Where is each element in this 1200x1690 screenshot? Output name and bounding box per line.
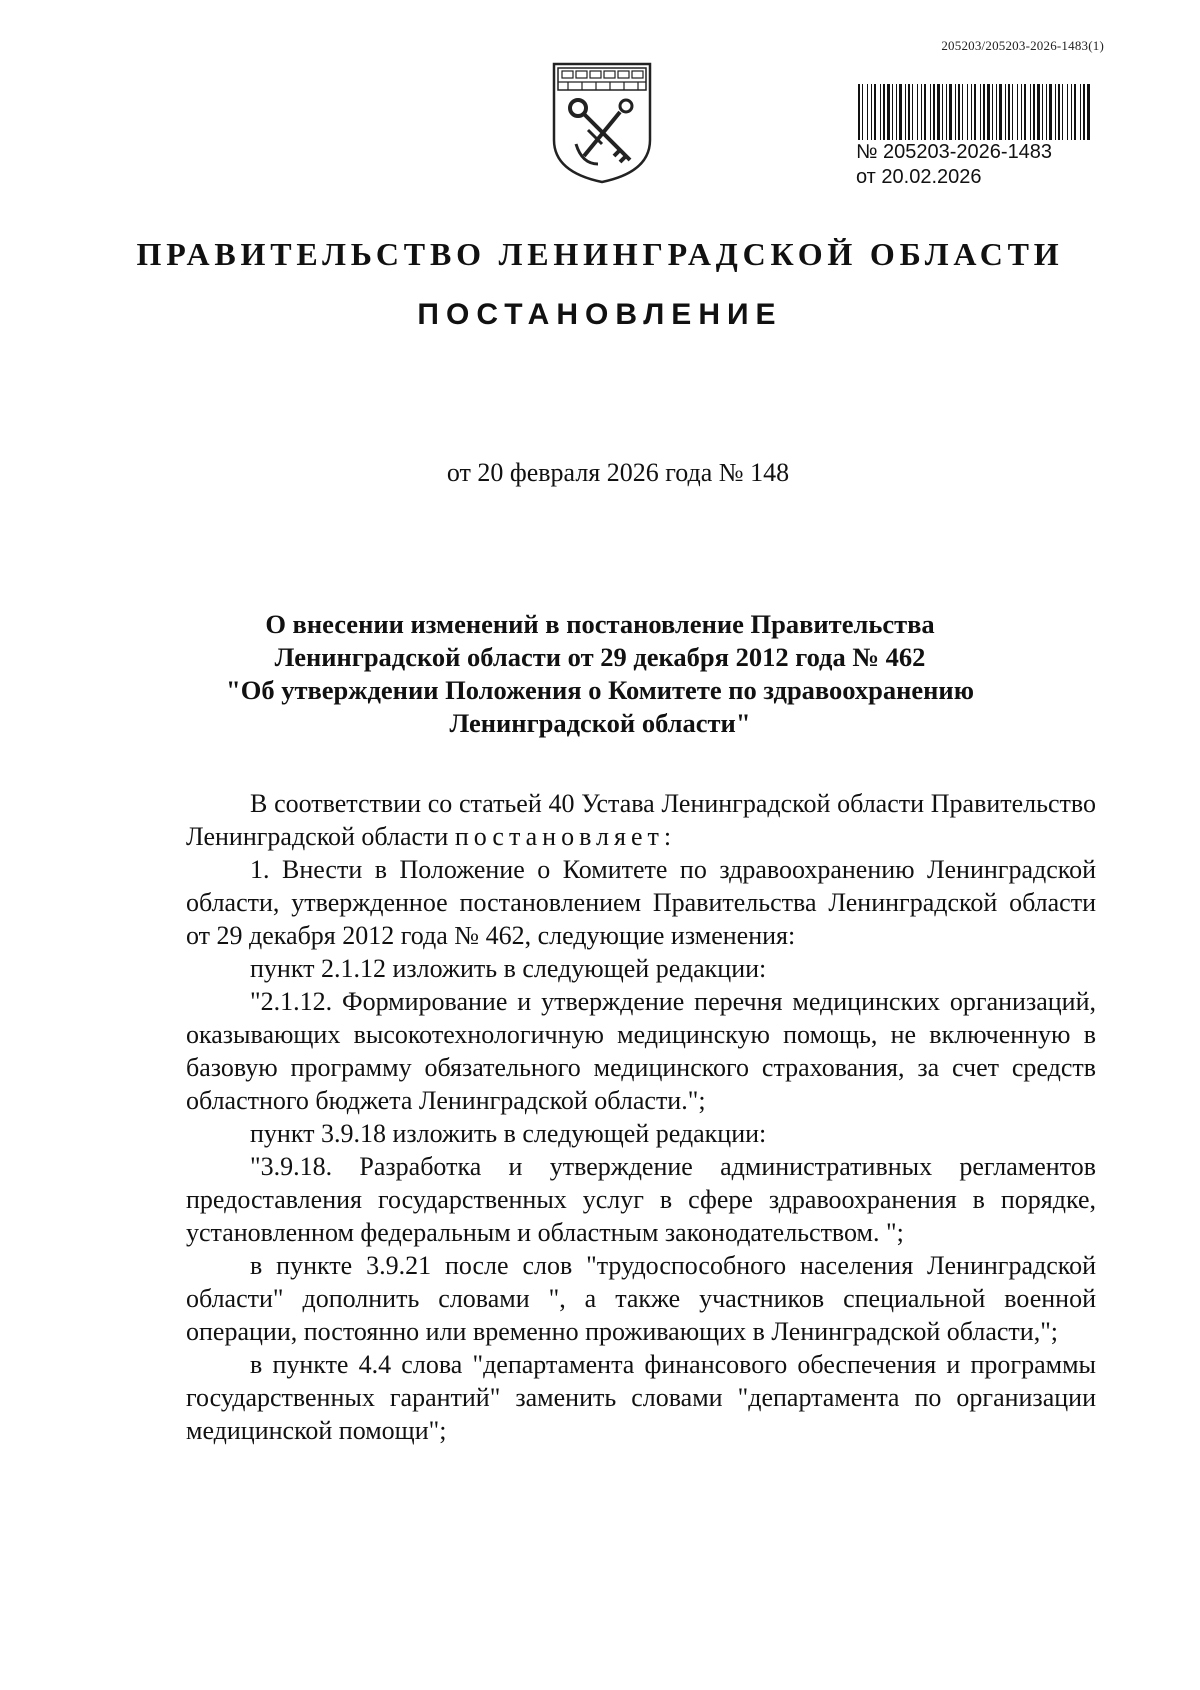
decree-date-number: от 20 февраля 2026 года № 148	[446, 458, 790, 487]
title-line: Ленинградской области от 29 декабря 2012 года № 462	[274, 642, 926, 672]
title-line: О внесении изменений в постановление Правительства	[265, 609, 935, 639]
coat-of-arms-emblem	[548, 60, 656, 186]
decree-title	[0, 608, 1200, 740]
barcode-icon	[856, 84, 1096, 140]
paragraph-7: в пункте 4.4 слова "департамента финансового обеспечения и программы государственных гарантий" заменить словами "департамента по организации медицинской помощи";	[186, 1350, 1096, 1445]
title-line: "Об утверждении Положения о Комитете по здравоохранению	[226, 675, 974, 705]
decree-body	[186, 787, 1096, 1447]
title-line: Ленинградской области"	[449, 708, 751, 738]
paragraph-5: "3.9.18. Разработка и утверждение административных регламентов предоставления государственных услуг в сфере здравоохранения в порядке, установленном федеральным и областным законодательством. ";	[186, 1152, 1096, 1247]
registration-date: от 20.02.2026	[856, 166, 982, 188]
intro-verb: постановляет:	[454, 822, 677, 851]
document-reference: 205203/205203-2026-1483(1)	[941, 38, 1104, 53]
intro-paragraph	[186, 787, 1096, 853]
paragraph-3: "2.1.12. Формирование и утверждение перечня медицинских организаций, оказывающих высокотехнологичную медицинскую помощь, не включенную в базовую программу обязательного медицинского страхования, за счет средств областного бюджета Ленинградской области.";	[186, 987, 1096, 1115]
government-name: ПРАВИТЕЛЬСТВО ЛЕНИНГРАДСКОЙ ОБЛАСТИ	[136, 236, 1064, 272]
paragraph-1: 1. Внести в Положение о Комитете по здравоохранению Ленинградской области, утвержденное постановлением Правительства Ленинградской области от 29 декабря 2012 года № 462, следующие изменения:	[186, 855, 1096, 950]
registration-stamp	[856, 84, 1096, 190]
registration-number: № 205203-2026-1483	[856, 141, 1053, 163]
document-type: ПОСТАНОВЛЕНИЕ	[417, 298, 783, 331]
paragraph-2: пункт 2.1.12 изложить в следующей редакции:	[250, 954, 767, 983]
intro-text: В соответствии со статьей 40 Устава Ленинградской области Правительство Ленинградской области	[186, 789, 1096, 851]
paragraph-4: пункт 3.9.18 изложить в следующей редакции:	[250, 1119, 767, 1148]
paragraph-6: в пункте 3.9.21 после слов "трудоспособного населения Ленинградской области" дополнить словами ", а также участников специальной военной операции, постоянно или временно проживающих в Ленинградской области,";	[186, 1251, 1096, 1346]
